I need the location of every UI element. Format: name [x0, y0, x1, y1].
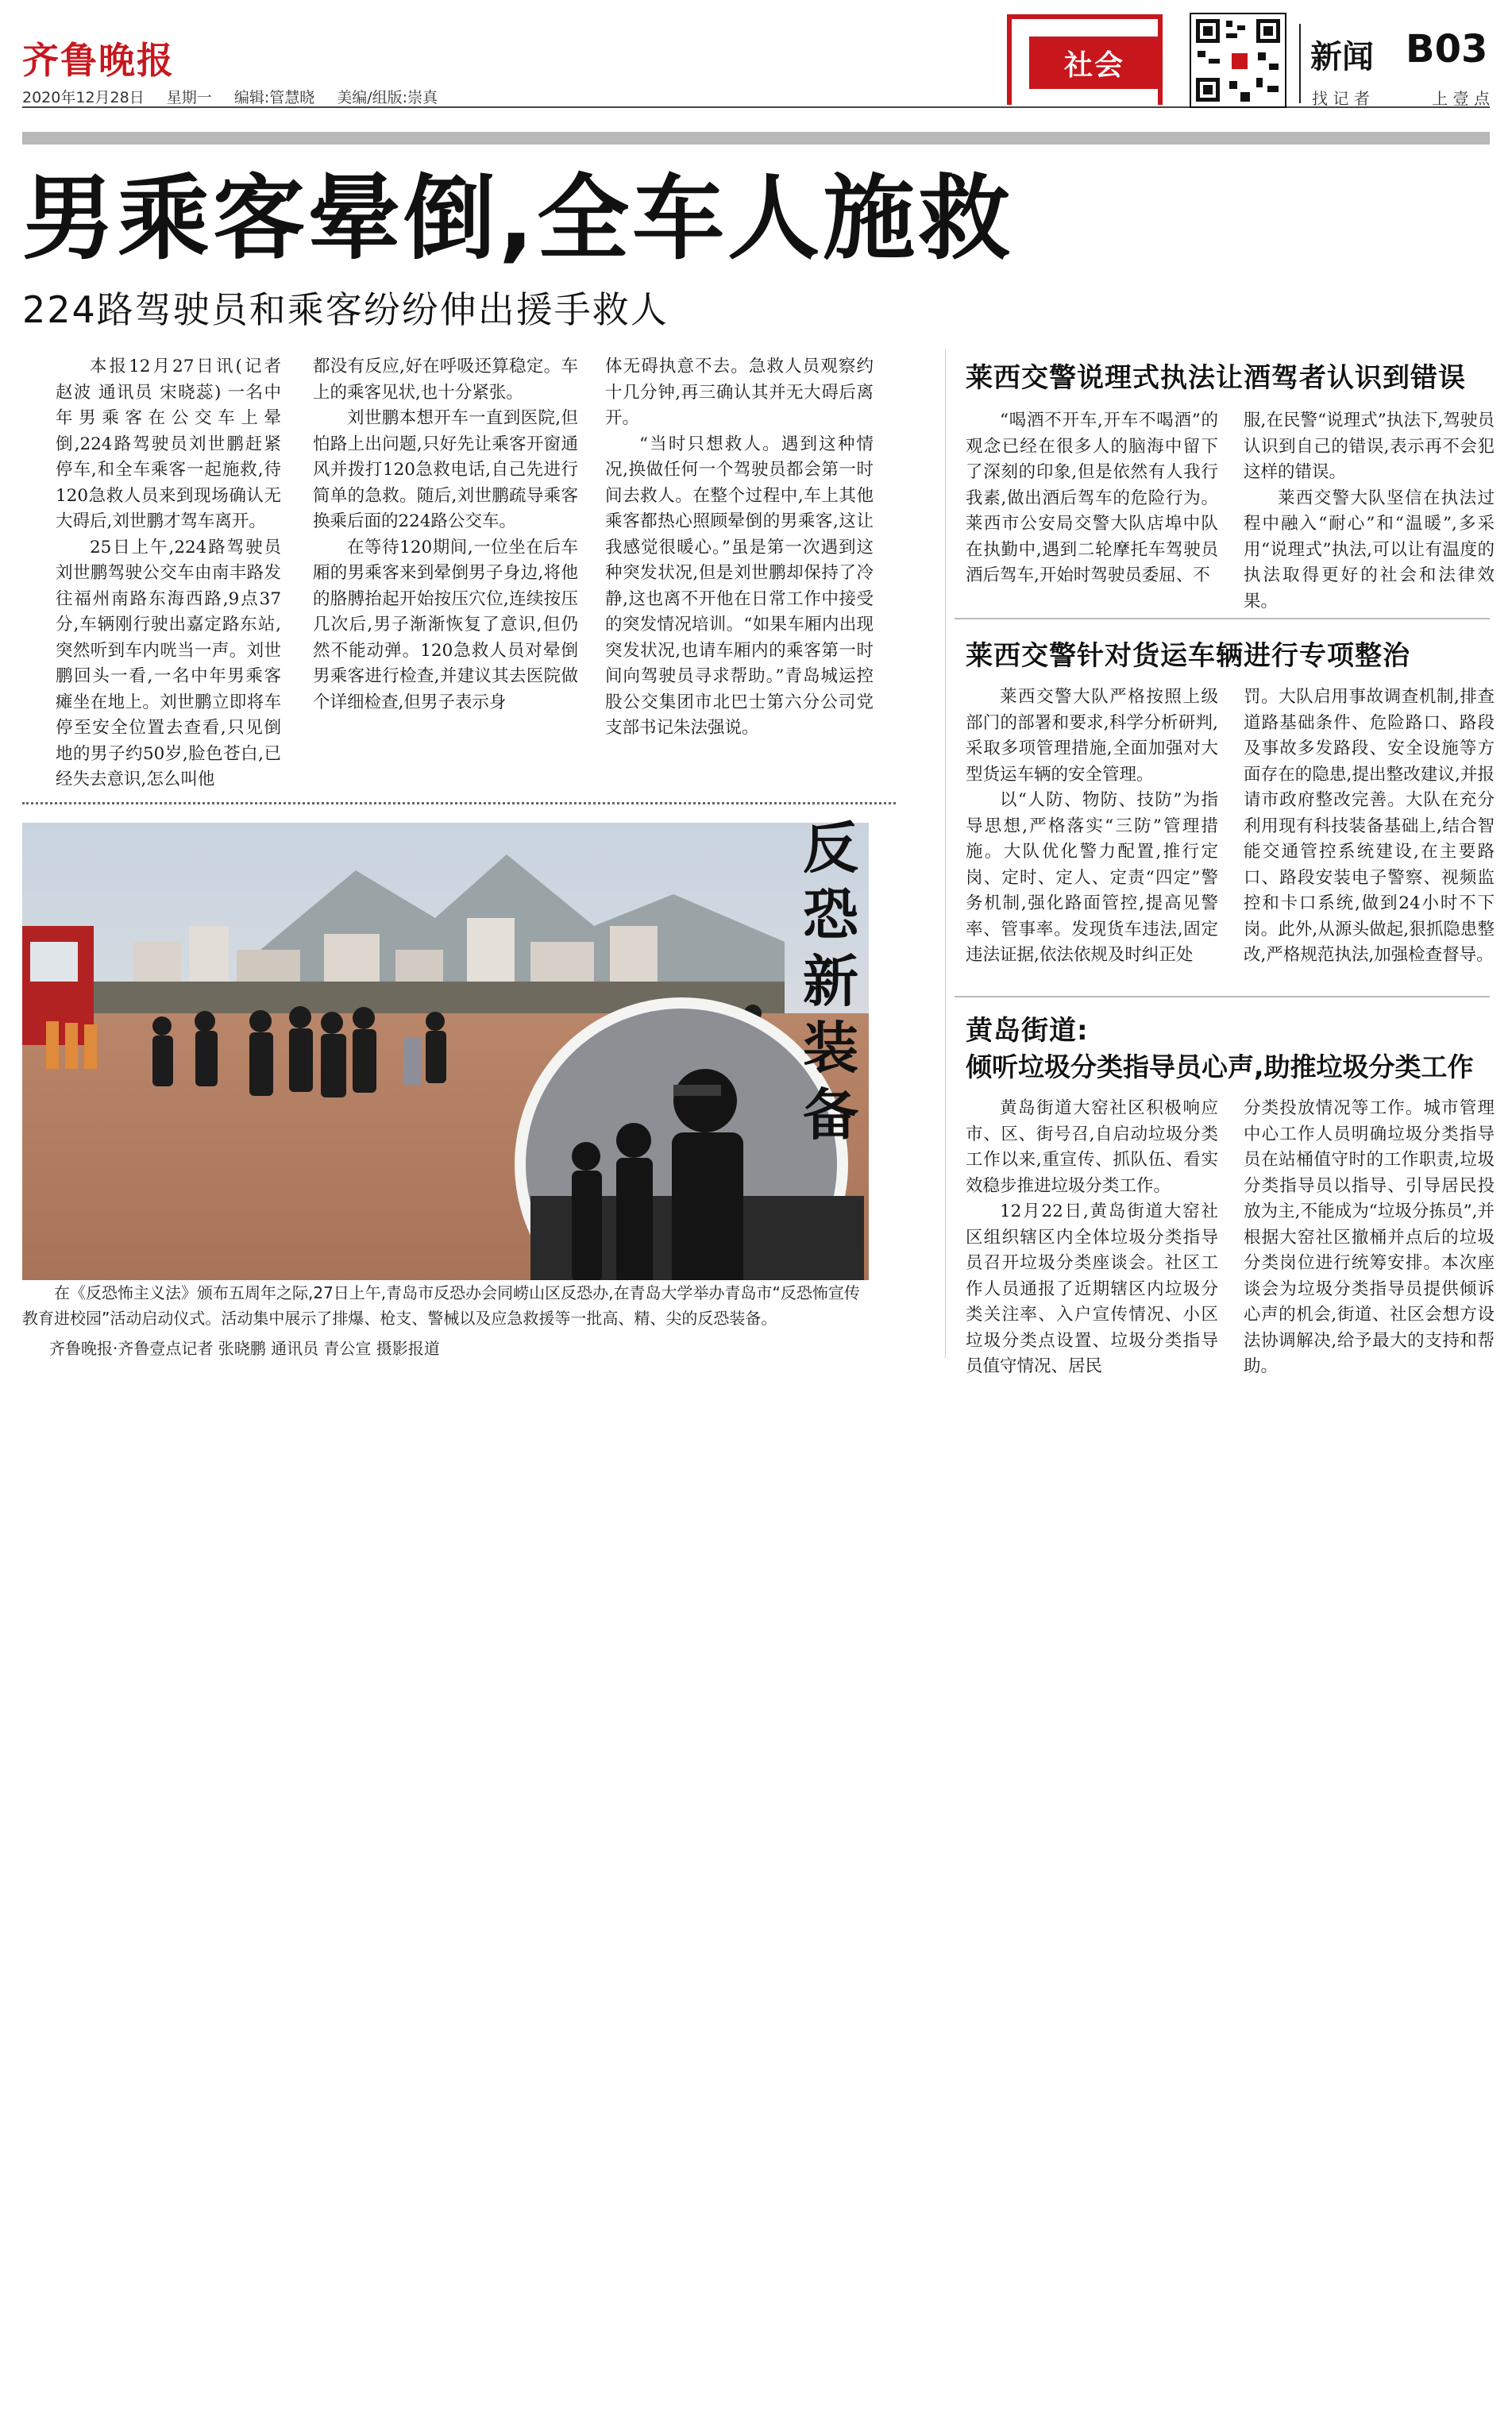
- article-paragraph: “当时只想救人。遇到这种情况,换做任何一个驾驶员都会第一时间去救人。在整个过程中,车上其他乘客都热心照顾晕倒的男乘客,这让我感觉很暖心。”虽是第一次遇到这种突发状况,但是刘世鹏却保持了冷静,这也离不开他在日常工作中接受的突发情况培训。“如果车厢内出现突发状况,也请车厢内的乘客第一时间向驾驶员寻求帮助。”青岛城运控股公交集团市北巴士第六分公司党支部书记朱法强说。: [605, 434, 874, 738]
- feature-photo: [22, 823, 869, 1280]
- story3-column-1: [966, 685, 1218, 969]
- app-promo: [1312, 86, 1490, 109]
- article-paragraph: 以“人防、物防、技防”为指导思想,严格落实“三防”管理措施。大队优化警力配置,推行定岗、定时、定人、定责“四定”警务机制,强化路面管控,提高见警率、管事率。发现货车违法,固定违法证据,依法依规及时纠正处: [966, 790, 1218, 965]
- app-promo-right: 上 壹 点: [1432, 89, 1490, 108]
- issue-date: 2020年12月28日: [22, 89, 145, 106]
- article-paragraph: “喝酒不开车,开车不喝酒”的观念已经在很多人的脑海中留下了深刻的印象,但是依然有人我行我素,做出酒后驾车的危险行为。莱西市公安局交警大队店埠中队在执勤中,遇到二轮摩托车驾驶员酒后驾车,开始时驾驶员委屈、不: [966, 411, 1218, 585]
- article-paragraph: 分类投放情况等工作。城市管理中心工作人员明确垃圾分类指导员在站桶值守时的工作职责,垃圾分类指导员以指导、引导居民投放为主,不能成为“垃圾分拣员”,并根据大窑社区撤桶并点后的垃圾分类岗位进行统筹安排。本次座谈会为垃圾分类指导员提供倾诉心声的机会,街道、社区会想方设法协调解决,给予最大的支持和帮助。: [1244, 1098, 1495, 1376]
- section-divider: [22, 802, 896, 804]
- section-tag: 社会: [1029, 37, 1159, 89]
- category-label: 新闻: [1310, 39, 1374, 75]
- main-headline: 男乘客晕倒,全车人施救: [22, 165, 1014, 272]
- article-paragraph: 刘世鹏本想开车一直到医院,但怕路上出问题,只好先让乘客开窗通风并拨打120急救电话,自己先进行简单的急救。随后,刘世鹏疏导乘客换乘后面的224路公交车。: [313, 408, 578, 531]
- article-paragraph: 25日上午,224路驾驶员刘世鹏驾驶公交车由南丰路发往福州南路东海西路,9点37分,车辆刚行驶出嘉定路东站,突然听到车内咣当一声。刘世鹏回头一看,一名中年男乘客瘫坐在地上。刘世鹏立即将车停至安全位置去查看,只见倒地的男子约50岁,脸色苍白,已经失去意识,怎么叫他: [56, 537, 281, 789]
- article-paragraph: 黄岛街道大窑社区积极响应市、区、街号召,自启动垃圾分类工作以来,重宣传、抓队伍、看实效稳步推进垃圾分类工作。: [966, 1098, 1218, 1196]
- main-subheadline: 224路驾驶员和乘客纷纷伸出援手救人: [22, 288, 669, 331]
- column-divider: [945, 349, 946, 1358]
- header-band: [22, 132, 1490, 145]
- photo-feature-title: 反恐新装备: [803, 816, 858, 1148]
- story2-column-2: [1244, 408, 1495, 615]
- photo-caption: [22, 1280, 869, 1331]
- story4-headline: 倾听垃圾分类指导员心声,助推垃圾分类工作: [966, 1051, 1474, 1082]
- article-paragraph: 莱西交警大队严格按照上级部门的部署和要求,科学分析研判,采取多项管理措施,全面加强对大型货运车辆的安全管理。: [966, 687, 1218, 785]
- article-paragraph: 服,在民警“说理式”执法下,驾驶员认识到自己的错误,表示再不会犯这样的错误。: [1244, 411, 1495, 482]
- photo-credit: 齐鲁晚报·齐鲁壹点记者 张晓鹏 通讯员 青公宣 摄影报道: [49, 1339, 440, 1358]
- story-divider: [955, 996, 1490, 997]
- main-story-column-1: [56, 354, 281, 793]
- editor-credit: 编辑:管慧晓: [233, 89, 315, 106]
- main-story-column-2: [313, 354, 578, 716]
- story4-kicker: 黄岛街道:: [966, 1015, 1089, 1047]
- story-divider: [955, 618, 1490, 619]
- article-paragraph: 在等待120期间,一位坐在后车厢的男乘客来到晕倒男子身边,将他的胳膊抬起开始按压穴位,连续按压几次后,男子渐渐恢复了意识,但仍然不能动弹。120急救人员对晕倒男乘客进行检查,并建议其去医院做个详细检查,但男子表示身: [313, 537, 578, 712]
- story4-column-2: [1244, 1096, 1495, 1380]
- main-story-column-3: [605, 354, 874, 742]
- article-paragraph: 12月22日,黄岛街道大窑社区组织辖区内全体垃圾分类指导员召开垃圾分类座谈会。社区工作人员通报了近期辖区内垃圾分类关注率、入户宣传情况、小区垃圾分类点设置、垃圾分类指导员值守情况、居民: [966, 1202, 1218, 1376]
- header-divider: [1299, 24, 1301, 103]
- story2-column-1: [966, 408, 1218, 589]
- story2-headline: 莱西交警说理式执法让酒驾者认识到错误: [966, 362, 1466, 394]
- page-number: B03: [1406, 27, 1488, 71]
- designer-credit: 美编/组版:崇真: [337, 89, 438, 106]
- issue-weekday: 星期一: [166, 89, 212, 106]
- article-paragraph: 本报12月27日讯(记者 赵波 通讯员 宋晓蕊) 一名中年男乘客在公交车上晕倒,224路驾驶员刘世鹏赶紧停车,和全车乘客一起施救,待120急救人员来到现场确认无大碍后,刘世鹏才驾车离开。: [56, 357, 281, 531]
- article-paragraph: 莱西交警大队坚信在执法过程中融入“耐心”和“温暖”,多采用“说理式”执法,可以让有温度的执法取得更好的社会和法律效果。: [1244, 488, 1495, 611]
- story3-column-2: [1244, 685, 1495, 969]
- story3-headline: 莱西交警针对货运车辆进行专项整治: [966, 640, 1410, 672]
- caption-text: 在《反恐怖主义法》颁布五周年之际,27日上午,青岛市反恐办会同崂山区反恐办,在青岛大学举办青岛市“反恐怖宣传教育进校园”活动启动仪式。活动集中展示了排爆、枪支、警械以及应急救援等一批高、精、尖的反恐装备。: [22, 1283, 860, 1328]
- article-paragraph: 罚。大队启用事故调查机制,排查道路基础条件、危险路口、路段及事故多发路段、安全设施等方面存在的隐患,提出整改建议,并报请市政府整改完善。大队在充分利用现有科技装备基础上,结合智能交通管控系统建设,在主要路口、路段安装电子警察、视频监控和卡口系统,做到24小时不下岗。此外,从源头做起,狠抓隐患整改,严格规范执法,加强检查督导。: [1244, 687, 1495, 965]
- issue-meta: [22, 86, 455, 107]
- story4-column-1: [966, 1096, 1218, 1380]
- newspaper-logo: 齐鲁晚报: [22, 39, 175, 82]
- app-promo-left: 找 记 者: [1312, 89, 1370, 108]
- qr-code-icon[interactable]: [1190, 13, 1286, 108]
- article-paragraph: 都没有反应,好在呼吸还算稳定。车上的乘客见状,也十分紧张。: [313, 357, 578, 403]
- article-paragraph: 体无碍执意不去。急救人员观察约十几分钟,再三确认其并无大碍后离开。: [605, 357, 874, 428]
